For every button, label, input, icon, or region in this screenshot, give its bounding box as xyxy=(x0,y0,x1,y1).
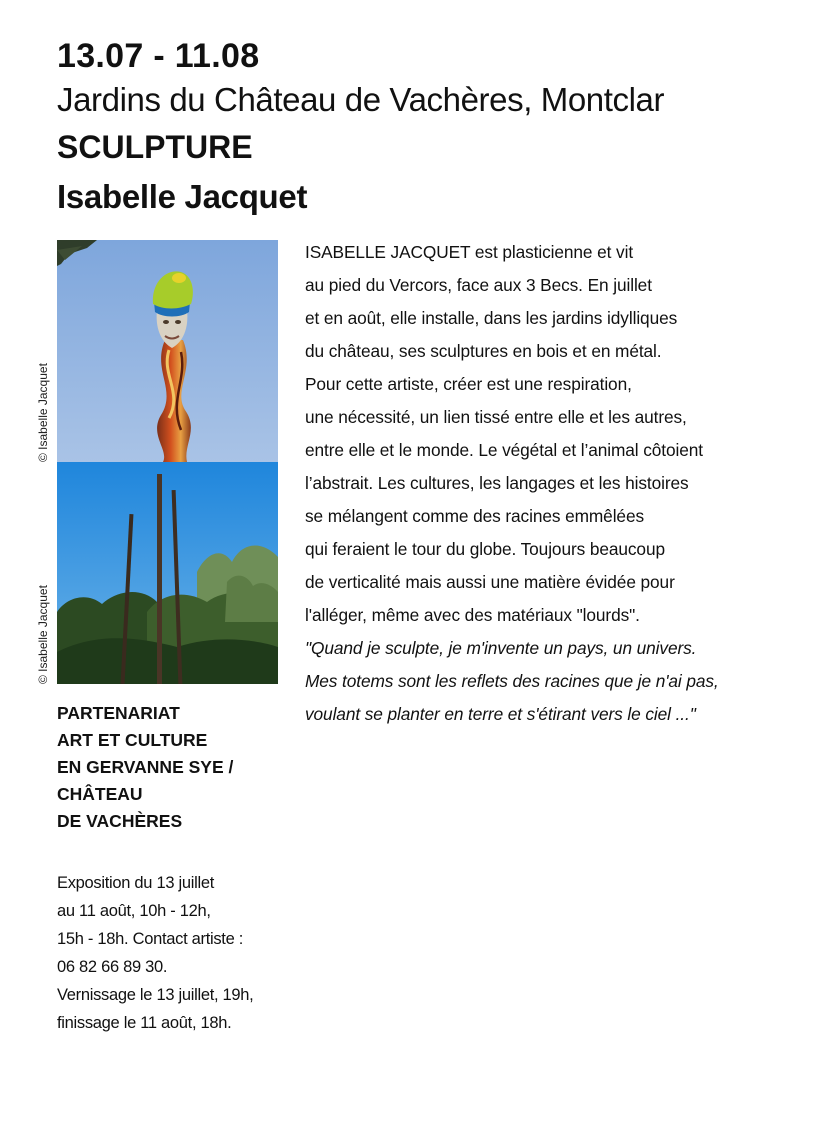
description-line: Pour cette artiste, créer est une respiration, xyxy=(305,374,632,394)
venue-name: Jardins du Château de Vachères, Montclar xyxy=(57,81,665,118)
info-line: au 11 août, 10h - 12h, xyxy=(57,902,211,920)
description-line: l’abstrait. Les cultures, les langages et les histoires xyxy=(305,473,689,493)
description-line: l'alléger, même avec des matériaux "lourds". xyxy=(305,605,640,625)
info-line: Exposition du 13 juillet xyxy=(57,874,214,892)
partnership-line: ART ET CULTURE xyxy=(57,730,208,750)
description-line: au pied du Vercors, face aux 3 Becs. En juillet xyxy=(305,275,652,295)
artist-name: Isabelle Jacquet xyxy=(57,178,308,215)
description-line: qui feraient le tour du globe. Toujours beaucoup xyxy=(305,539,665,559)
description xyxy=(305,236,719,731)
partnership-line: CHÂTEAU xyxy=(57,784,143,804)
photo-credit: © Isabelle Jacquet xyxy=(36,363,50,462)
exhibition-dates: 13.07 - 11.08 xyxy=(57,37,260,75)
description-line: ISABELLE JACQUET est plasticienne et vit xyxy=(305,242,634,262)
description-line: une nécessité, un lien tissé entre elle et les autres, xyxy=(305,407,687,427)
info-line: 06 82 66 89 30. xyxy=(57,958,168,976)
info-line: Vernissage le 13 juillet, 19h, xyxy=(57,986,254,1004)
partnership-line: EN GERVANNE SYE / xyxy=(57,757,234,777)
description-line: se mélangent comme des racines emmêlées xyxy=(305,506,644,526)
category-label: SCULPTURE xyxy=(57,129,253,165)
description-line: et en août, elle installe, dans les jardins idylliques xyxy=(305,308,678,328)
practical-info xyxy=(57,869,253,1037)
photo-credit: © Isabelle Jacquet xyxy=(36,585,50,684)
description-line: entre elle et le monde. Le végétal et l’animal côtoient xyxy=(305,440,703,460)
artist-quote-line: Mes totems sont les reflets des racines que je n'ai pas, xyxy=(305,671,719,691)
description-line: de verticalité mais aussi une matière évidée pour xyxy=(305,572,675,592)
partnership-block xyxy=(57,700,233,835)
info-line: 15h - 18h. Contact artiste : xyxy=(57,930,244,948)
partnership-line: DE VACHÈRES xyxy=(57,811,183,831)
totem-sculpture-photo xyxy=(57,240,278,462)
artist-quote-line: voulant se planter en terre et s'étirant vers le ciel ..." xyxy=(305,704,696,724)
info-line: finissage le 11 août, 18h. xyxy=(57,1014,232,1032)
garden-poles-photo xyxy=(57,462,278,684)
description-line: du château, ses sculptures en bois et en métal. xyxy=(305,341,662,361)
partnership-line: PARTENARIAT xyxy=(57,703,180,723)
artist-quote-line: "Quand je sculpte, je m'invente un pays, un univers. xyxy=(305,638,697,658)
